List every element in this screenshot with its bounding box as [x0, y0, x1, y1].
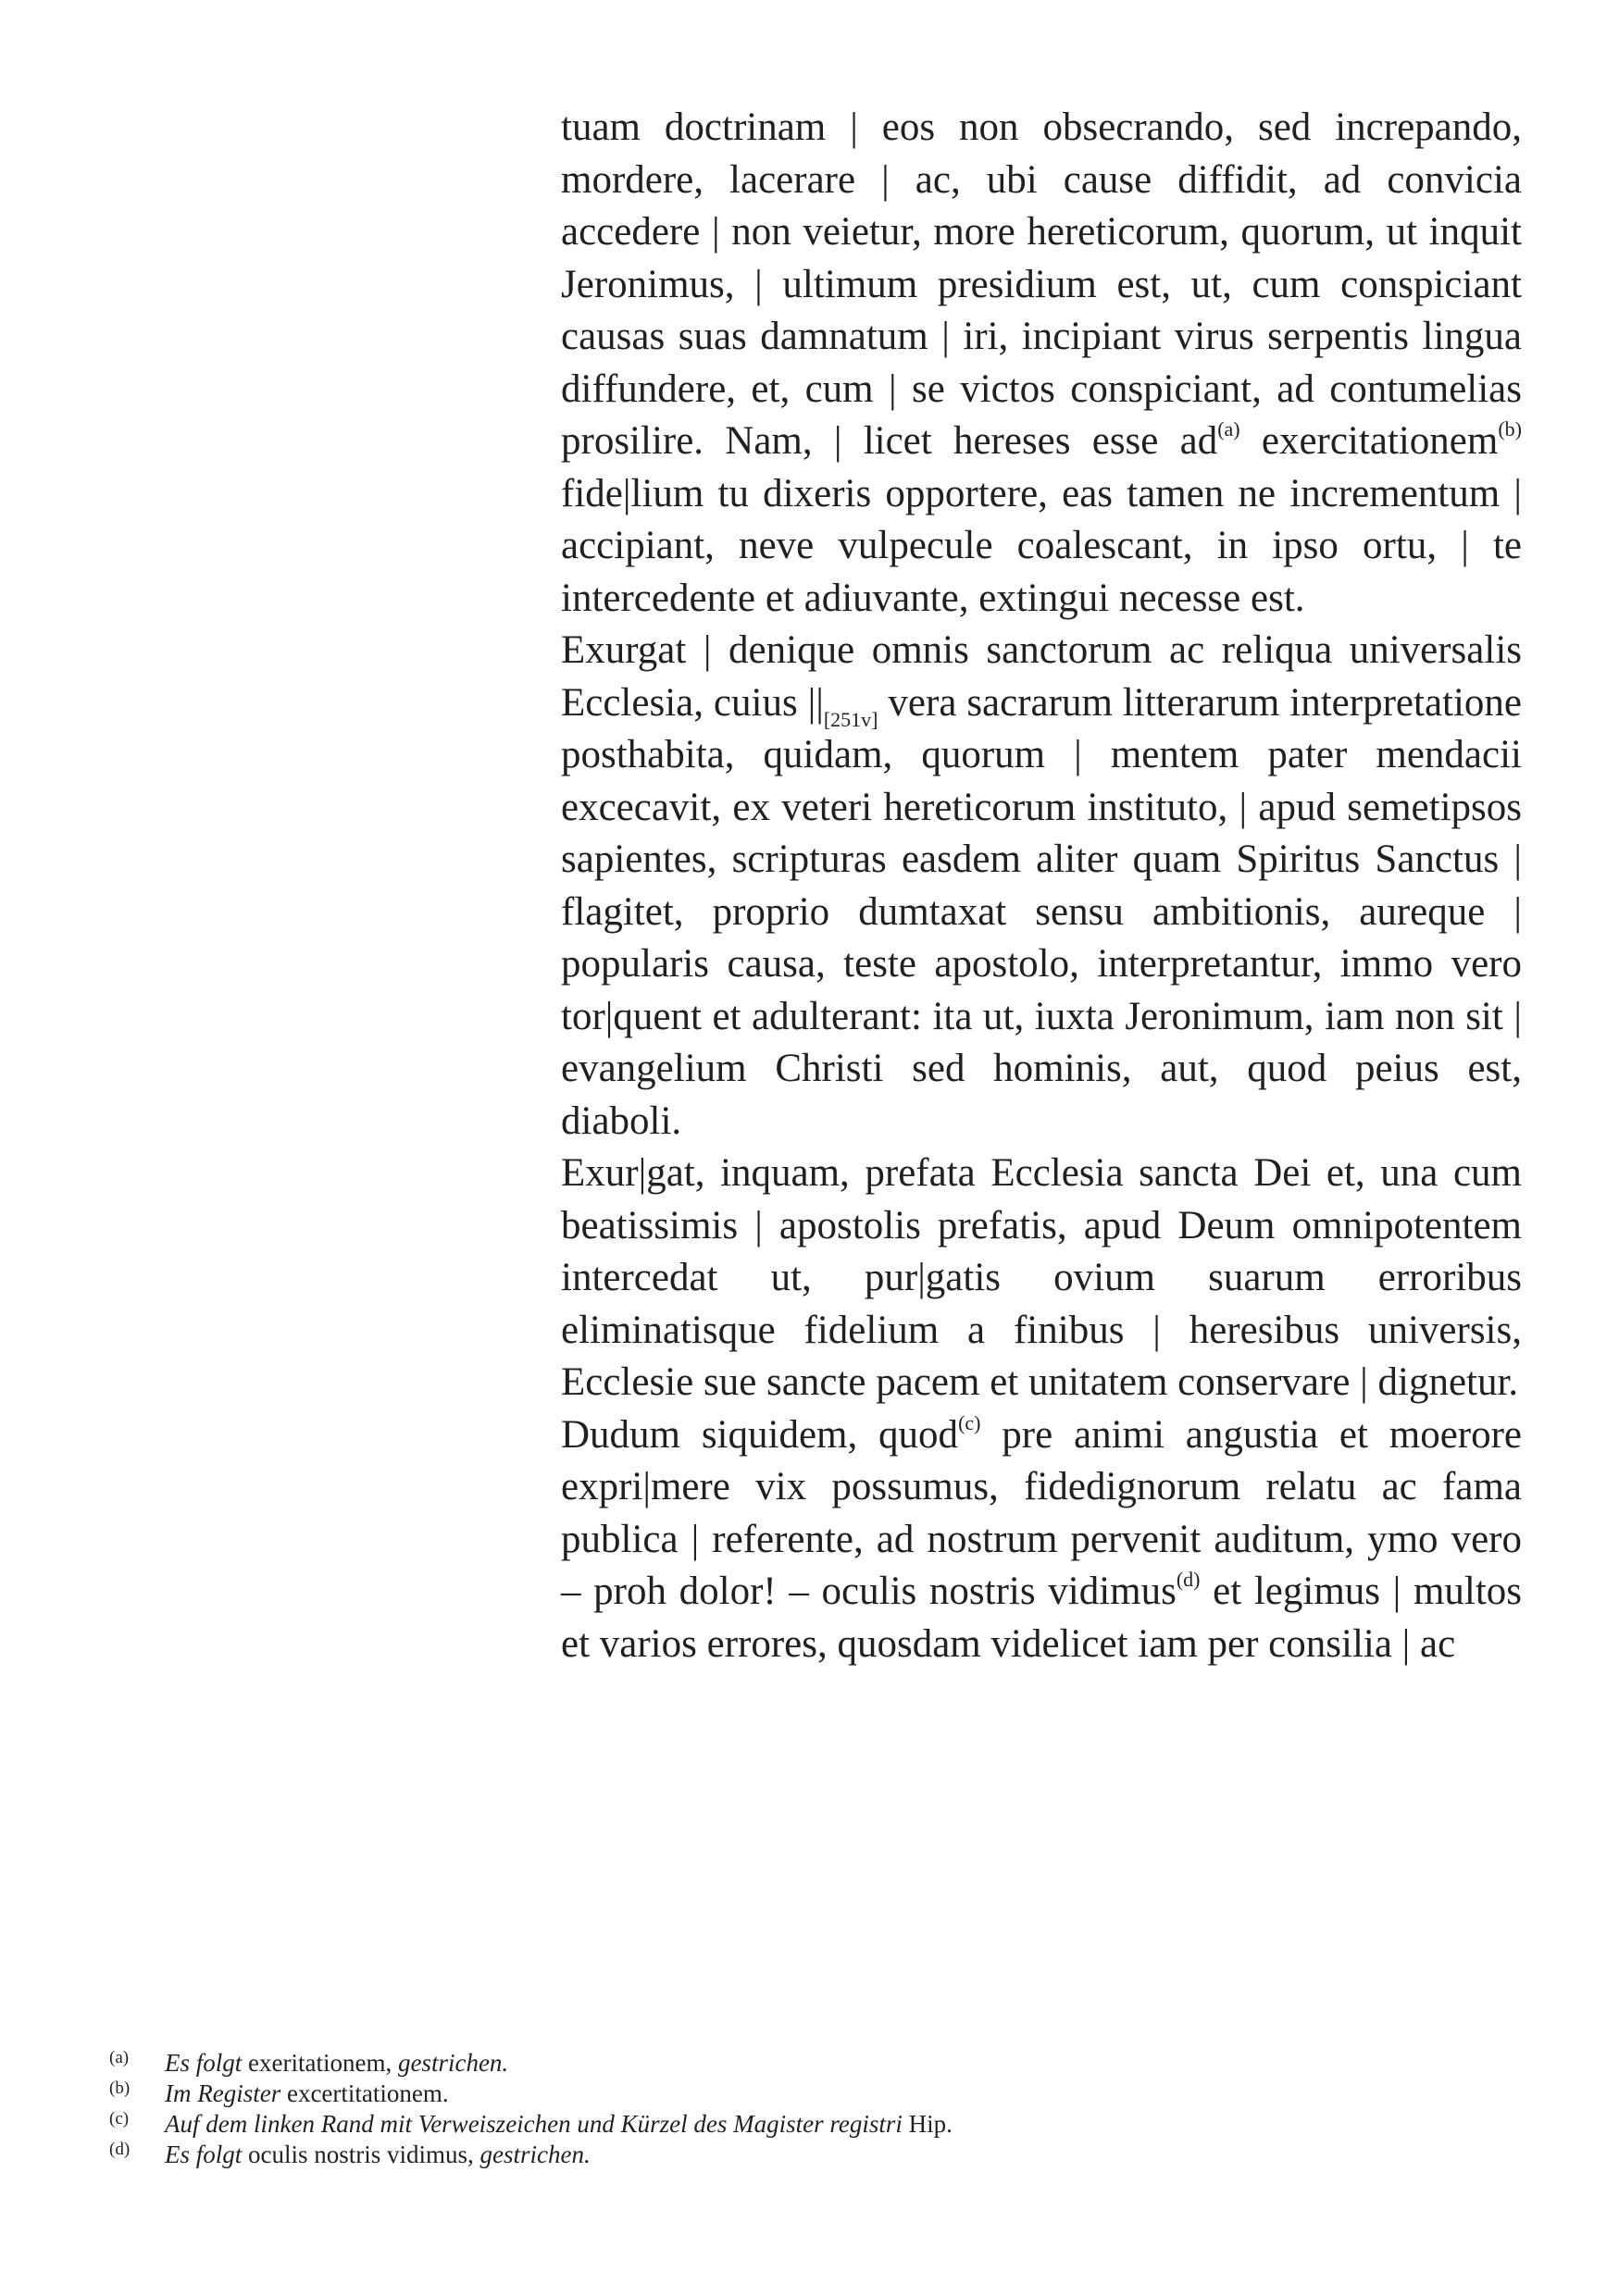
text-segment: Exur|gat, inquam, prefata Ecclesia sancta Dei et, una cum beatissimis | apostolis prefatis, apud Deum omnipotentem intercedat ut, pur|gatis ovium suarum erroribus eliminatisque fidelium a finibus | heresibus universis, Ecclesie sue sancte pacem et unitatem conservare | dignetur. [561, 1151, 1522, 1404]
footnote-marker: (d) [109, 2140, 131, 2159]
main-text-body [561, 102, 1522, 1670]
footnote-text: excertitationem. [280, 2079, 449, 2107]
text-segment: et legimus | multos et varios errores, quosdam videlicet iam per consilia | ac [561, 1570, 1523, 1666]
text-segment: pre animi angustia et moerore expri|mere vix possumus, fidedignorum relatu ac fama publica | referente, ad nostrum pervenit auditum, ymo vero – proh dolor! – oculis nostris vidimus [561, 1412, 1522, 1613]
footnote-marker: (c) [109, 2109, 130, 2128]
footnote [102, 2048, 1490, 2079]
footnote-reference: (d) [1176, 1568, 1201, 1591]
footnote [102, 2109, 1490, 2140]
footnote-text: Es folgt [165, 2141, 243, 2168]
text-segment: Dudum siquidem, quod [561, 1412, 959, 1457]
text-segment: fide|lium tu dixeris opportere, eas tamen ne incrementum | accipiant, neve vulpecule coalescant, in ipso ortu, | te intercedente et adiuvante, extingui necesse est. [561, 471, 1522, 620]
footnote [102, 2140, 1490, 2170]
paragraph [561, 625, 1522, 1148]
footnote-reference: (b) [1498, 417, 1522, 441]
folio-marker: [251v] [823, 707, 878, 731]
text-segment: exercitationem [1239, 419, 1499, 463]
footnote-text: gestrichen. [397, 2049, 509, 2077]
text-segment: tuam doctrinam | eos non obsecrando, sed increpando, mordere, lacerare | ac, ubi cause diffidit, ad convicia accedere | non veietur, more hereticorum, quorum, ut inquit Jeronimus, | ultimum presidium est, ut, cum conspiciant causas suas damnatum | iri, incipiant virus serpentis lingua diffundere, et, cum | se victos conspiciant, ad contumelias prosilire. Nam, | licet hereses esse ad [561, 105, 1522, 463]
footnote [102, 2079, 1490, 2109]
footnote-text: gestrichen. [479, 2141, 591, 2168]
footnote-text: Hip. [902, 2110, 953, 2138]
footnote-reference: (c) [958, 1410, 981, 1434]
text-segment: Exurgat | denique omnis sanctorum ac reliqua universalis Ecclesia, cuius || [561, 628, 1522, 725]
footnotes-section [102, 2048, 1490, 2170]
footnote-text: exeritationem, [242, 2049, 398, 2077]
footnote-text: oculis nostris vidimus, [242, 2141, 480, 2168]
footnote-reference: (a) [1217, 417, 1240, 441]
footnote-marker: (b) [109, 2079, 131, 2098]
footnote-text: Auf dem linken Rand mit Verweiszeichen und Kürzel des Magister registri [165, 2110, 903, 2138]
footnote-text: Es folgt [165, 2049, 243, 2077]
footnote-text: Im Register [165, 2079, 281, 2107]
paragraph [561, 102, 1522, 625]
paragraph [561, 1409, 1522, 1671]
footnote-marker: (a) [109, 2048, 130, 2067]
paragraph [561, 1148, 1522, 1409]
text-segment: vera sacrarum litterarum interpretatione posthabita, quidam, quorum | mentem pater mendacii excecavit, ex veteri hereticorum instituto, | apud semetipsos sapientes, scripturas easdem aliter quam Spiritus Sanctus | flagitet, proprio dumtaxat sensu ambitionis, aureque | popularis causa, teste apostolo, interpretantur, immo vero tor|quent et adulterant: ita ut, iuxta Jeronimum, iam non sit | evangelium Christi sed hominis, aut, quod peius est, diaboli. [561, 680, 1523, 1143]
